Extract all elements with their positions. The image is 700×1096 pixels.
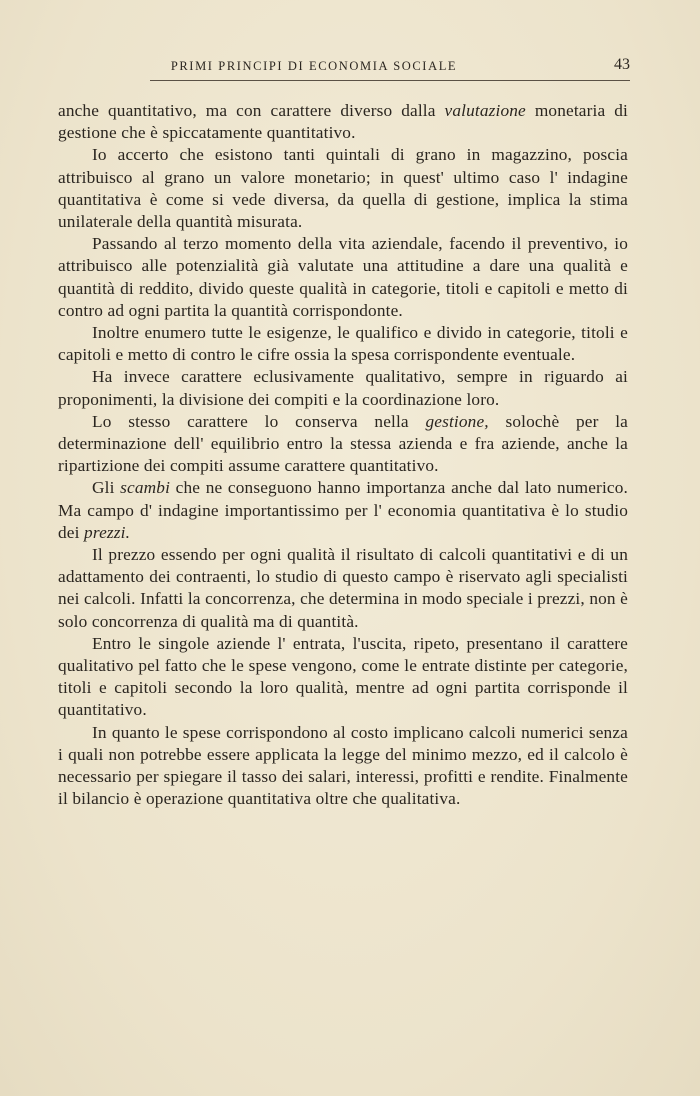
text-run: solochè per la determinazione dell' equilibrio entro la stessa azienda e fra aziende, anche la ripartizione dei compiti assume carattere quantitativo. — [58, 411, 628, 476]
text-run: Inoltre enumero tutte le esigenze, le qualifico e divido in categorie, titoli e capitoli e metto di contro le cifre ossia la spesa corrispondente eventuale. — [58, 323, 628, 365]
running-title: PRIMI PRINCIPI DI ECONOMIA SOCIALE — [170, 59, 458, 73]
paragraph — [58, 233, 628, 322]
paragraph — [58, 411, 628, 478]
paragraph — [58, 144, 628, 233]
paragraph — [58, 544, 628, 633]
body-text — [58, 100, 628, 811]
italic-phrase: gestione, — [425, 411, 489, 431]
text-run: Ha invece carattere eclusivamente qualitativo, sempre in riguardo ai proponimenti, la divisione dei compiti e la coordinazione loro. — [58, 367, 628, 409]
text-run: Entro le singole aziende l' entrata, l'uscita, ripeto, presentano il carattere qualitativo pel fatto che le spese vengono, come le entrate distinte per categorie, titoli e capitoli secondo la loro qualità, mentre ad ogni partita corrisponde il quantitativo. — [58, 633, 628, 720]
paragraph — [58, 477, 628, 544]
paragraph — [58, 722, 628, 811]
text-run: Passando al terzo momento della vita aziendale, facendo il preventivo, io attribuisco alle potenzialità già valutate una attitudine a dare una qualità e quantità di reddito, divido queste qualità in categorie, titoli e capitoli e metto di contro ad ogni partita la quantità corrispondonte. — [58, 234, 628, 320]
header-rule — [150, 80, 630, 81]
page-number: 43 — [614, 56, 630, 73]
text-run: Gli — [92, 478, 121, 498]
text-run: che ne conseguono hanno importanza anche dal lato numerico. Ma campo d' indagine importantissimo per l' economia quantitativa è lo studio dei — [58, 478, 628, 542]
paragraph — [58, 366, 628, 410]
paragraph — [58, 322, 628, 366]
text-run: anche quantitativo, ma con carattere diverso dalla — [58, 101, 445, 120]
text-run: Lo stesso carattere lo conserva nella — [92, 411, 426, 431]
italic-phrase: valutazione — [444, 101, 526, 120]
italic-phrase: prezzi. — [84, 522, 131, 542]
running-head — [58, 56, 630, 76]
text-run: monetaria di gestione che è spiccatamente quantitativo. — [58, 101, 628, 143]
italic-phrase: scambi — [120, 478, 171, 498]
text-run: Il prezzo essendo per ogni qualità il risultato di calcoli quantitativi e di un adattamento dei contraenti, lo studio di questo campo è riservato agli specialisti nei calcoli. Infatti la concorrenza, che determina in modo speciale i prezzi, non è solo concorrenza di qualità ma di quantità. — [58, 545, 628, 631]
text-run: In quanto le spese corrispondono al costo implicano calcoli numerici senza i quali non potrebbe essere applicata la legge del minimo mezzo, ed il calcolo è necessario per spiegare il tasso dei salari, interessi, profitti e rendite. Finalmente il bilancio è operazione quantitativa oltre che qualitativa. — [58, 722, 628, 809]
paragraph — [58, 633, 628, 722]
text-run: Io accerto che esistono tanti quintali di grano in magazzino, poscia attribuisco al grano un valore monetario; in quest' ultimo caso l' indagine quantitativa è come si vede diversa, da quella di gestione, implica la stima unilaterale della quantità misurata. — [58, 145, 628, 232]
paragraph — [58, 100, 628, 144]
